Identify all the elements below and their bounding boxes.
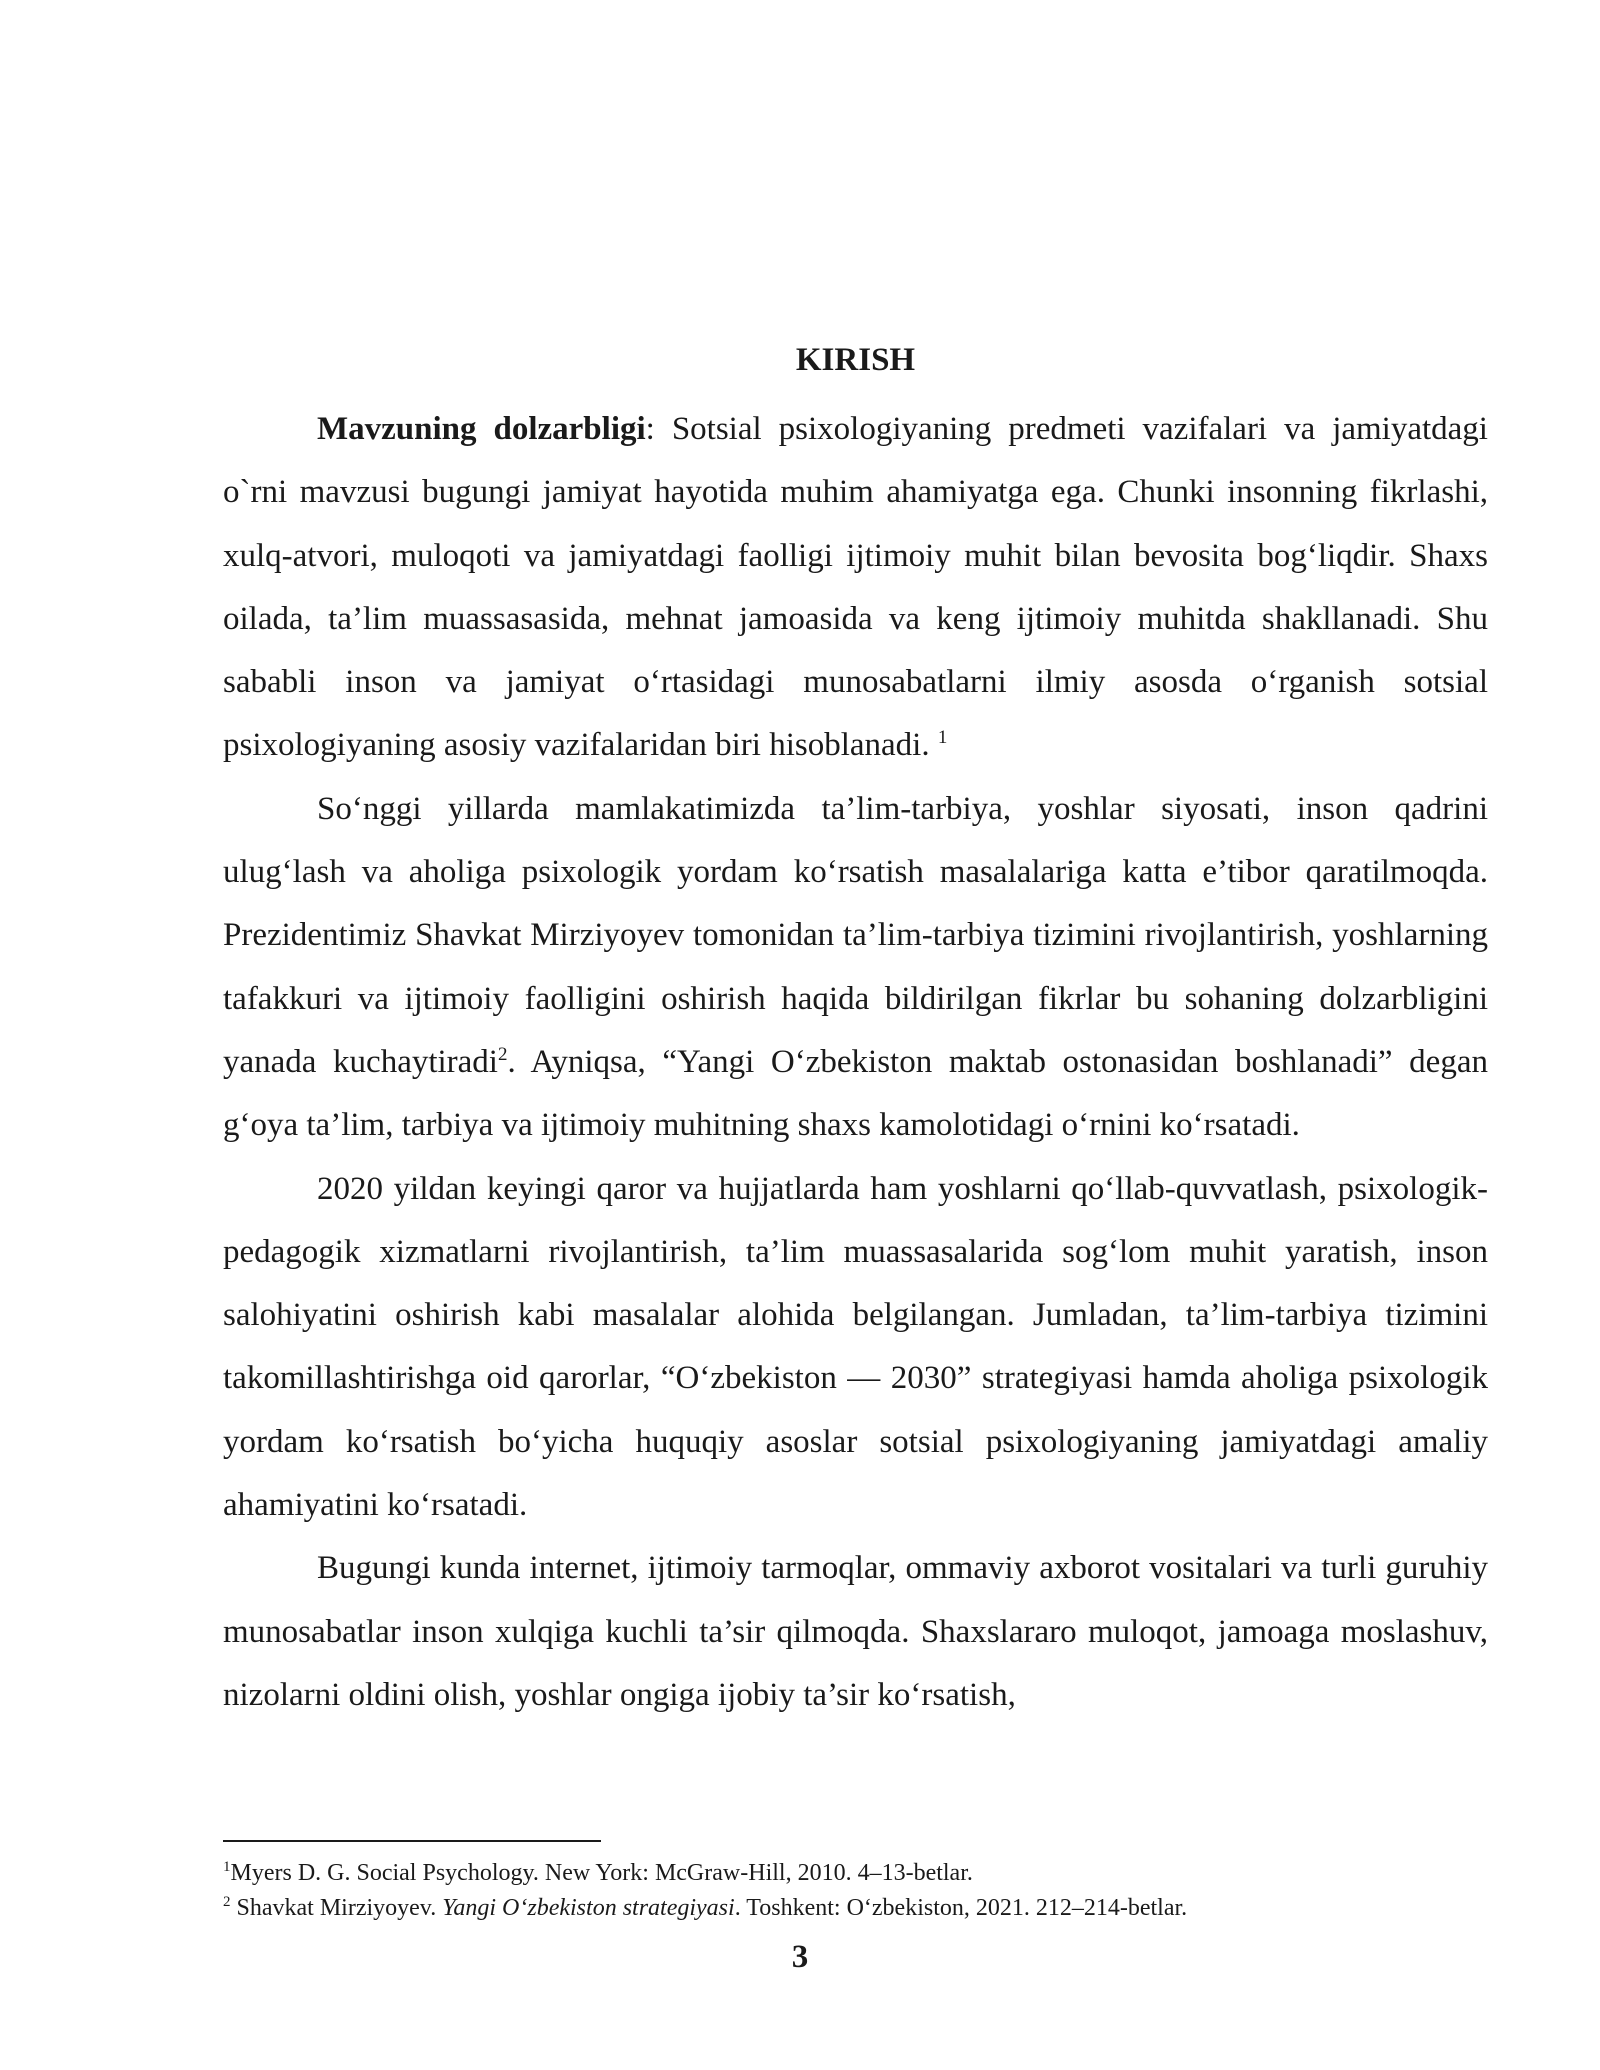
footnote-1 xyxy=(223,1856,1488,1891)
paragraph-text: : Sotsial psixologiyaning predmeti vazifalari va jamiyatdagi o`rni mavzusi bugungi jamiyat hayotida muhim ahamiyatga ega. Chunki insonning fikrlashi, xulq-atvori, muloqoti va jamiyatdagi faolligi ijtimoiy muhit bilan bevosita bog‘liqdir. Shaxs oilada, ta’lim muassasasida, mehnat jamoasida va keng ijtimoiy muhitda shakllanadi. Shu sababli inson va jamiyat o‘rtasidagi munosabatlarni ilmiy asosda o‘rganish sotsial psixologiyaning asosiy vazifalaridan biri hisoblanadi. xyxy=(223,411,1488,764)
paragraph-recent-years xyxy=(223,778,1488,1158)
footnote-2 xyxy=(223,1891,1488,1926)
page-number: 3 xyxy=(791,1939,809,1975)
paragraph-media-influence: Bugungi kunda internet, ijtimoiy tarmoqlar, ommaviy axborot vositalari va turli guruhiy munosabatlar inson xulqiga kuchli ta’sir qilmoqda. Shaxslararo muloqot, jamoaga moslashuv, nizolarni oldini olish, yoshlar ongiga ijobiy ta’sir ko‘rsatish, xyxy=(223,1550,1488,1713)
footnote-publication: . Toshkent: O‘zbekiston, 2021. 212–214-betlar. xyxy=(734,1895,1188,1921)
paragraph-text: So‘nggi yillarda mamlakatimizda ta’lim-tarbiya, yoshlar siyosati, inson qadrini ulug‘lash va aholiga psixologik yordam ko‘rsatish masalalariga katta e’tibor qaratilmoqda. Prezidentimiz Shavkat Mirziyoyev tomonidan ta’lim-tarbiya tizimini rivojlantirish, yoshlarning tafakkuri va ijtimoiy faolligini oshirish haqida bildirilgan fikrlar bu sohaning dolzarbligini yanada kuchaytiradi xyxy=(223,790,1488,1080)
footnote-title: Yangi O‘zbekiston strategiyasi xyxy=(442,1895,735,1921)
footnote-number: 1 xyxy=(223,1859,231,1875)
paragraph-relevance xyxy=(223,398,1488,778)
footnotes xyxy=(223,1856,1488,1926)
chapter-title: KIRISH xyxy=(795,342,916,378)
footnote-author: Shavkat Mirziyoyev. xyxy=(236,1895,443,1921)
document-body xyxy=(223,335,1488,1727)
footnote-separator xyxy=(223,1840,601,1842)
paragraph-lead-bold: Mavzuning dolzarbligi xyxy=(317,411,646,447)
footnote-number: 2 xyxy=(223,1894,231,1910)
paragraph-text-continued: . Ayniqsa, “Yangi O‘zbekiston maktab ostonasidan boshlanadi” degan g‘oya ta’lim, tarbiya va ijtimoiy muhitning shaxs kamolotidagi o‘rnini ko‘rsatadi. xyxy=(223,1043,1488,1144)
footnote-text: Myers D. G. Social Psychology. New York: McGraw-Hill, 2010. 4–13-betlar. xyxy=(230,1860,973,1886)
footnote-ref-2[interactable]: 2 xyxy=(497,1043,508,1065)
paragraph-2020-documents: 2020 yildan keyingi qaror va hujjatlarda ham yoshlarni qo‘llab-quvvatlash, psixologik-pedagogik xizmatlarni rivojlantirish, ta’lim muassasalarida sog‘lom muhit yaratish, inson salohiyatini oshirish kabi masalalar alohida belgilangan. Jumladan, ta’lim-tarbiya tizimini takomillashtirishga oid qarorlar, “O‘zbekiston — 2030” strategiyasi hamda aholiga psixologik yordam ko‘rsatish bo‘yicha huquqiy asoslar sotsial psixologiyaning jamiyatdagi amaliy ahamiyatini ko‘rsatadi. xyxy=(223,1170,1488,1524)
footnote-ref-1[interactable]: 1 xyxy=(937,727,948,749)
